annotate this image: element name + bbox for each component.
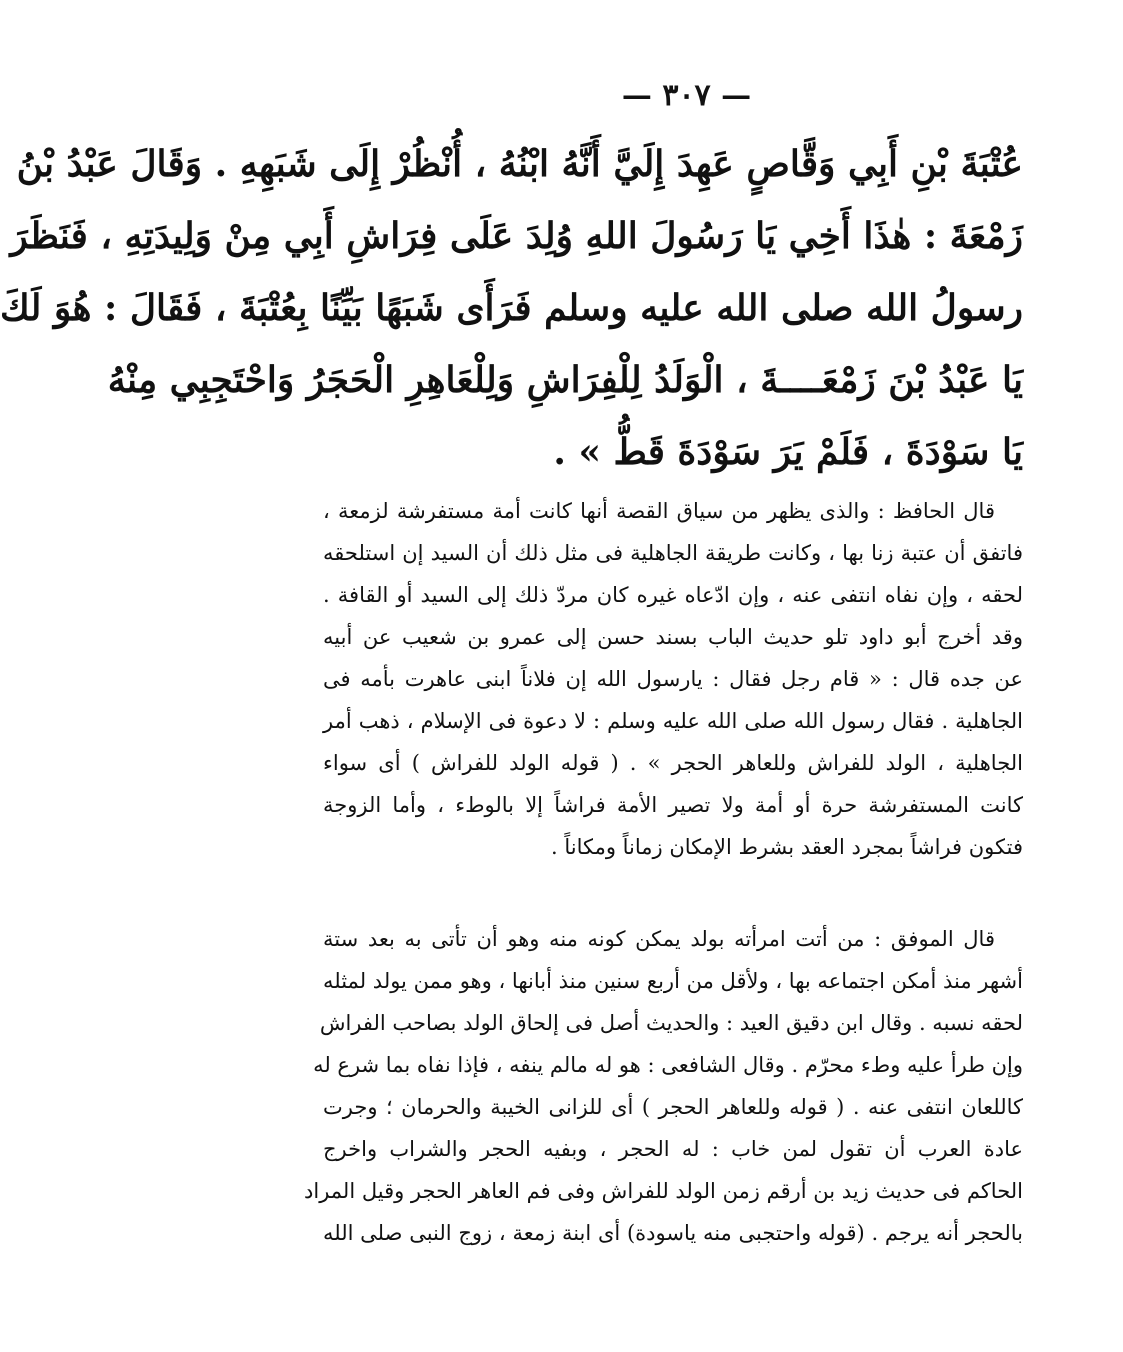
hadith-line: عُتْبَةَ بْنِ أَبِي وَقَّاصٍ عَهِدَ إِلَيَّ أَنَّهُ ابْنُهُ ، أُنْظُرْ إِلَى شَبَهِهِ . وَقَالَ عَبْدُ بْنُ <box>16 143 1023 185</box>
commentary-line: الحاكم فى حديث زيد بن أرقم زمن الولد للفراش وفى فم العاهر الحجر وقيل المراد <box>304 1179 1023 1203</box>
commentary-line: وقد أخرج أبو داود تلو حديث الباب بسند حسن إلى عمرو بن شعيب عن أبيه <box>323 625 1023 649</box>
commentary-line: لحقه نسبه . وقال ابن دقيق العيد : والحديث أصل فى إلحاق الولد بصاحب الفراش <box>319 1011 1023 1035</box>
commentary-line: قال الحافظ : والذى يظهر من سياق القصة أنها كانت أمة مستفرشة لزمعة ، <box>323 499 995 523</box>
page-number: — ٣٠٧ — <box>621 78 752 113</box>
hadith-line: رسولُ الله صلى الله عليه وسلم فَرَأَى شَبَهًا بَيِّنًا بِعُتْبَةَ ، فَقَالَ : هُوَ لَكَ <box>0 287 1023 329</box>
commentary-line: الجاهلية . فقال رسول الله صلى الله عليه وسلم : لا دعوة فى الإسلام ، ذهب أمر <box>323 709 1023 733</box>
commentary-line: وإن طرأ عليه وطء محرّم . وقال الشافعى : هو له مالم ينفه ، فإذا نفاه بما شرع له <box>313 1053 1023 1077</box>
commentary-line: فتكون فراشاً بمجرد العقد بشرط الإمكان زماناً ومكاناً . <box>551 835 1023 859</box>
commentary-line: لحقه ، وإن نفاه انتفى عنه ، وإن ادّعاه غيره كان مردّ ذلك إلى السيد أو القافة . <box>323 583 1023 607</box>
hadith-text <box>0 128 1023 488</box>
commentary-muwaffaq-paragraph <box>304 918 1023 1254</box>
commentary-line: بالحجر أنه يرجم . (قوله واحتجبى منه ياسودة) أى ابنة زمعة ، زوج النبى صلى الله <box>323 1221 1023 1245</box>
hadith-line: يَا عَبْدُ بْنَ زَمْعَــــةَ ، الْوَلَدُ لِلْفِرَاشِ وَلِلْعَاهِرِ الْحَجَرُ وَاحْتَجِبِي مِنْهُ <box>107 359 1023 401</box>
commentary-line: فاتفق أن عتبة زنا بها ، وكانت طريقة الجاهلية فى مثل ذلك أن السيد إن استلحقه <box>323 541 1023 565</box>
commentary-line: قال الموفق : من أتت امرأته بولد يمكن كونه منه وهو أن تأتى به بعد ستة <box>323 927 995 951</box>
commentary-line: عادة العرب أن تقول لمن خاب : له الحجر ، وبفيه الحجر والشراب واخرج <box>323 1137 1023 1161</box>
commentary-line: الجاهلية ، الولد للفراش وللعاهر الحجر » . ( قوله الولد للفراش ) أى سواء <box>323 751 1023 775</box>
commentary-line: كاللعان انتفى عنه . ( قوله وللعاهر الحجر ) أى للزانى الخيبة والحرمان ؛ وجرت <box>323 1095 1023 1119</box>
hadith-line: زَمْعَةَ : هٰذَا أَخِي يَا رَسُولَ اللهِ وُلِدَ عَلَى فِرَاشِ أَبِي مِنْ وَلِيدَتِهِ ، فَنَظَرَ <box>10 215 1023 257</box>
commentary-hafiz-paragraph <box>323 490 1023 868</box>
hadith-line: يَا سَوْدَةَ ، فَلَمْ يَرَ سَوْدَةَ قَطُّ » . <box>553 431 1023 473</box>
commentary-line: أشهر منذ أمكن اجتماعه بها ، ولأقل من أربع سنين منذ أبانها ، وهو ممن يولد لمثله <box>323 969 1023 993</box>
commentary-line: كانت المستفرشة حرة أو أمة ولا تصير الأمة فراشاً إلا بالوطء ، وأما الزوجة <box>323 793 1023 817</box>
commentary-line: عن جده قال : « قام رجل فقال : يارسول الله إن فلاناً ابنى عاهرت بأمه فى <box>323 667 1023 691</box>
